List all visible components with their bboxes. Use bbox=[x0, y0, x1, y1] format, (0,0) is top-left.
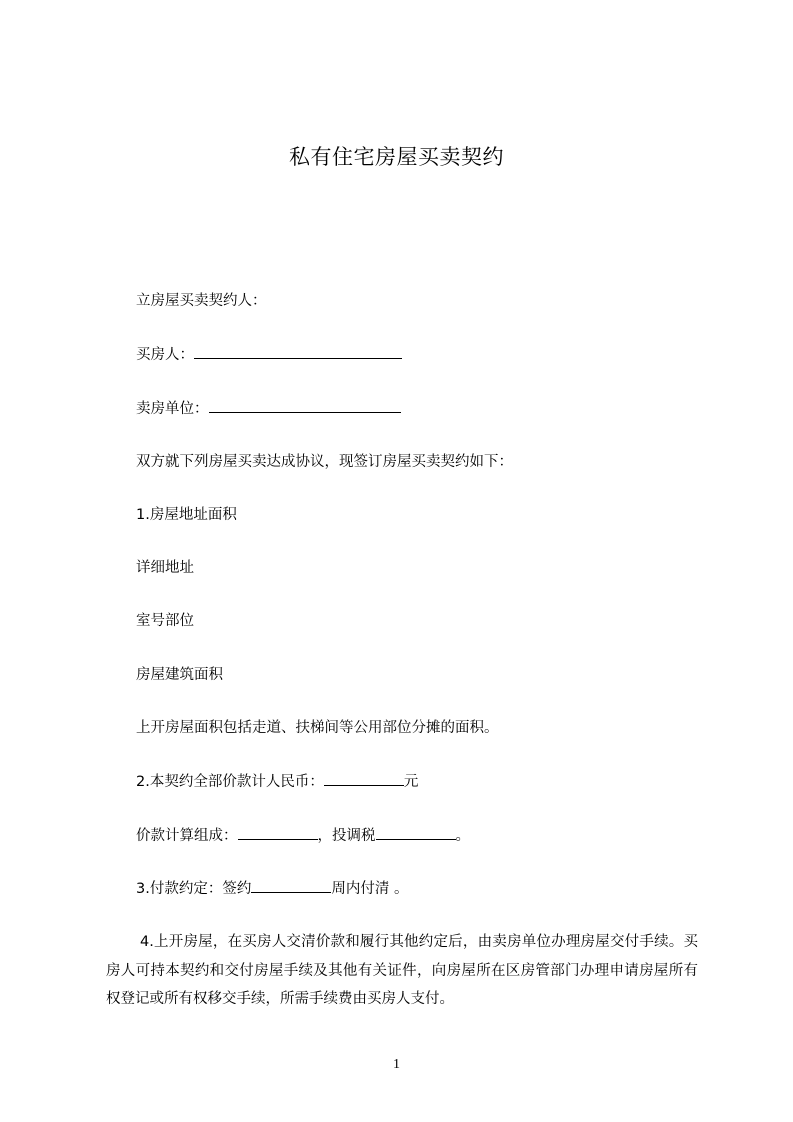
intro-line: 立房屋买卖契约人： bbox=[136, 293, 267, 309]
agreement-line: 双方就下列房屋买卖达成协议，现签订房屋买卖契约如下： bbox=[136, 454, 513, 470]
price-calc-middle: ，投调税 bbox=[317, 828, 376, 844]
weeks-blank bbox=[251, 878, 331, 893]
price-calc-prefix: 价款计算组成： bbox=[136, 828, 238, 844]
seller-line bbox=[136, 398, 401, 419]
clause3-line bbox=[136, 878, 408, 899]
buyer-label: 买房人： bbox=[136, 347, 194, 363]
tax-blank bbox=[376, 825, 456, 840]
clause4-paragraph bbox=[106, 928, 698, 1014]
clause2-line bbox=[136, 771, 418, 792]
clause3-prefix: 3.付款约定：签约 bbox=[136, 881, 252, 897]
buyer-blank bbox=[194, 344, 402, 359]
clause1-note: 上开房屋面积包括走道、扶梯间等公用部位分摊的面积。 bbox=[136, 720, 499, 736]
price-blank bbox=[324, 771, 404, 786]
price-calc-suffix: 。 bbox=[455, 828, 470, 844]
document-title: 私有住宅房屋买卖契约 bbox=[289, 145, 504, 169]
buyer-line bbox=[136, 344, 402, 365]
page-number: 1 bbox=[393, 1057, 400, 1072]
price-calc-line bbox=[136, 825, 470, 846]
clause2-suffix: 元 bbox=[403, 774, 419, 790]
clause1-room: 室号部位 bbox=[136, 613, 194, 629]
seller-blank bbox=[209, 398, 401, 413]
clause4-text: 4.上开房屋，在买房人交清价款和履行其他约定后，由卖房单位办理房屋交付手续。买房人可持本契约和交付房屋手续及其他有关证件，向房屋所在区房管部门办理申请房屋所有权登记或所有权移交手续，所需手续费由买房人支付。 bbox=[106, 934, 698, 1007]
clause1-area: 房屋建筑面积 bbox=[136, 667, 223, 683]
clause2-prefix: 2.本契约全部价款计人民币： bbox=[136, 774, 324, 790]
seller-label: 卖房单位： bbox=[136, 401, 209, 417]
price-calc-blank bbox=[238, 825, 318, 840]
clause3-suffix: 周内付清 。 bbox=[331, 881, 409, 897]
clause1-title: 1.房屋地址面积 bbox=[136, 507, 237, 523]
clause1-address: 详细地址 bbox=[136, 560, 194, 576]
